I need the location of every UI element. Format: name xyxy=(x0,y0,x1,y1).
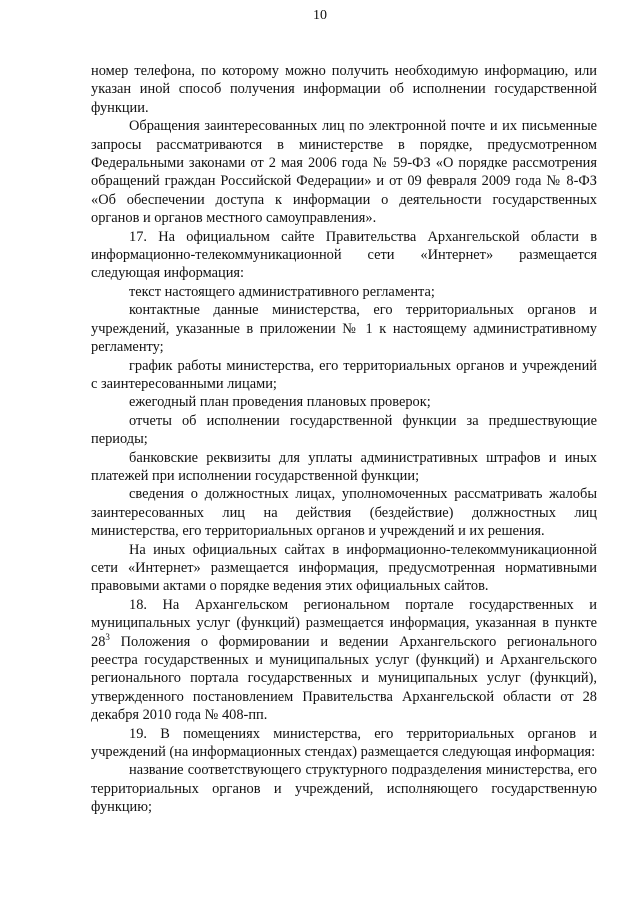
paragraph-18-start: 18. На Архангельском региональном портале государственных и муниципальных услуг (функций) размещается информация, указанная в пункте 28 xyxy=(91,596,597,650)
paragraph-17-intro: 17. На официальном сайте Правительства Архангельской области в информационно-телекоммуникационной сети «Интернет» размещается следующая информация: xyxy=(91,228,597,282)
list-item-bank-details: банковские реквизиты для уплаты административных штрафов и иных платежей при исполнении государственной функции; xyxy=(91,449,597,484)
paragraph-requests: Обращения заинтересованных лиц по электронной почте и их письменные запросы рассматриваются в министерстве в порядке, предусмотренном Федеральными законами от 2 мая 2006 года № 59-ФЗ «О порядке рассмотрения обращений граждан Российской Федерации» и от 09 февраля 2009 года № 8-ФЗ «Об обеспечении доступа к информации о деятельности государственных органов и органов местного самоуправления». xyxy=(91,118,597,227)
list-item-schedule: график работы министерства, его территориальных органов и учреждений с заинтересованными лицами; xyxy=(91,357,597,392)
paragraph-phone-info: номер телефона, по которому можно получить необходимую информацию, или указан иной способ получения информации об исполнении государственной функции. xyxy=(91,63,597,116)
page-number: 10 xyxy=(313,8,327,23)
paragraph-18 xyxy=(91,596,597,725)
list-item-officials: сведения о должностных лицах, уполномоченных рассматривать жалобы заинтересованных лиц на действия (бездействие) должностных лиц министерства, его территориальных органов и учреждений и их решения. xyxy=(91,486,597,540)
list-item-inspection-plan: ежегодный план проведения плановых проверок; xyxy=(129,394,431,411)
list-item-reports: отчеты об исполнении государственной функции за предшествующие периоды; xyxy=(91,412,597,448)
paragraph-other-sites: На иных официальных сайтах в информационно-телекоммуникационной сети «Интернет» размещается информация, предусмотренная нормативными правовыми актами о порядке ведения этих официальных сайтов. xyxy=(91,541,597,595)
paragraph-19-intro: 19. В помещениях министерства, его территориальных органов и учреждений (на информационных стендах) размещается следующая информация: xyxy=(91,725,597,761)
list-item-department-name: название соответствующего структурного подразделения министерства, его территориальных органов и учреждений, исполняющего государственную функцию; xyxy=(91,762,597,816)
paragraph-18-end: Положения о формировании и ведении Архангельского регионального реестра государственных и муниципальных услуг (функций) и Архангельского регионального портала государственных и муниципальных услуг (функций), утвержденного постановлением Правительства Архангельской области от 28 декабря 2010 года № 408-пп. xyxy=(91,633,597,724)
list-item-contacts: контактные данные министерства, его территориальных органов и учреждений, указанные в приложении № 1 к настоящему административному регламенту; xyxy=(91,302,597,356)
document-body xyxy=(91,62,597,817)
footnote-superscript: 3 xyxy=(105,631,110,642)
list-item-regulation-text: текст настоящего административного регламента; xyxy=(129,283,435,300)
